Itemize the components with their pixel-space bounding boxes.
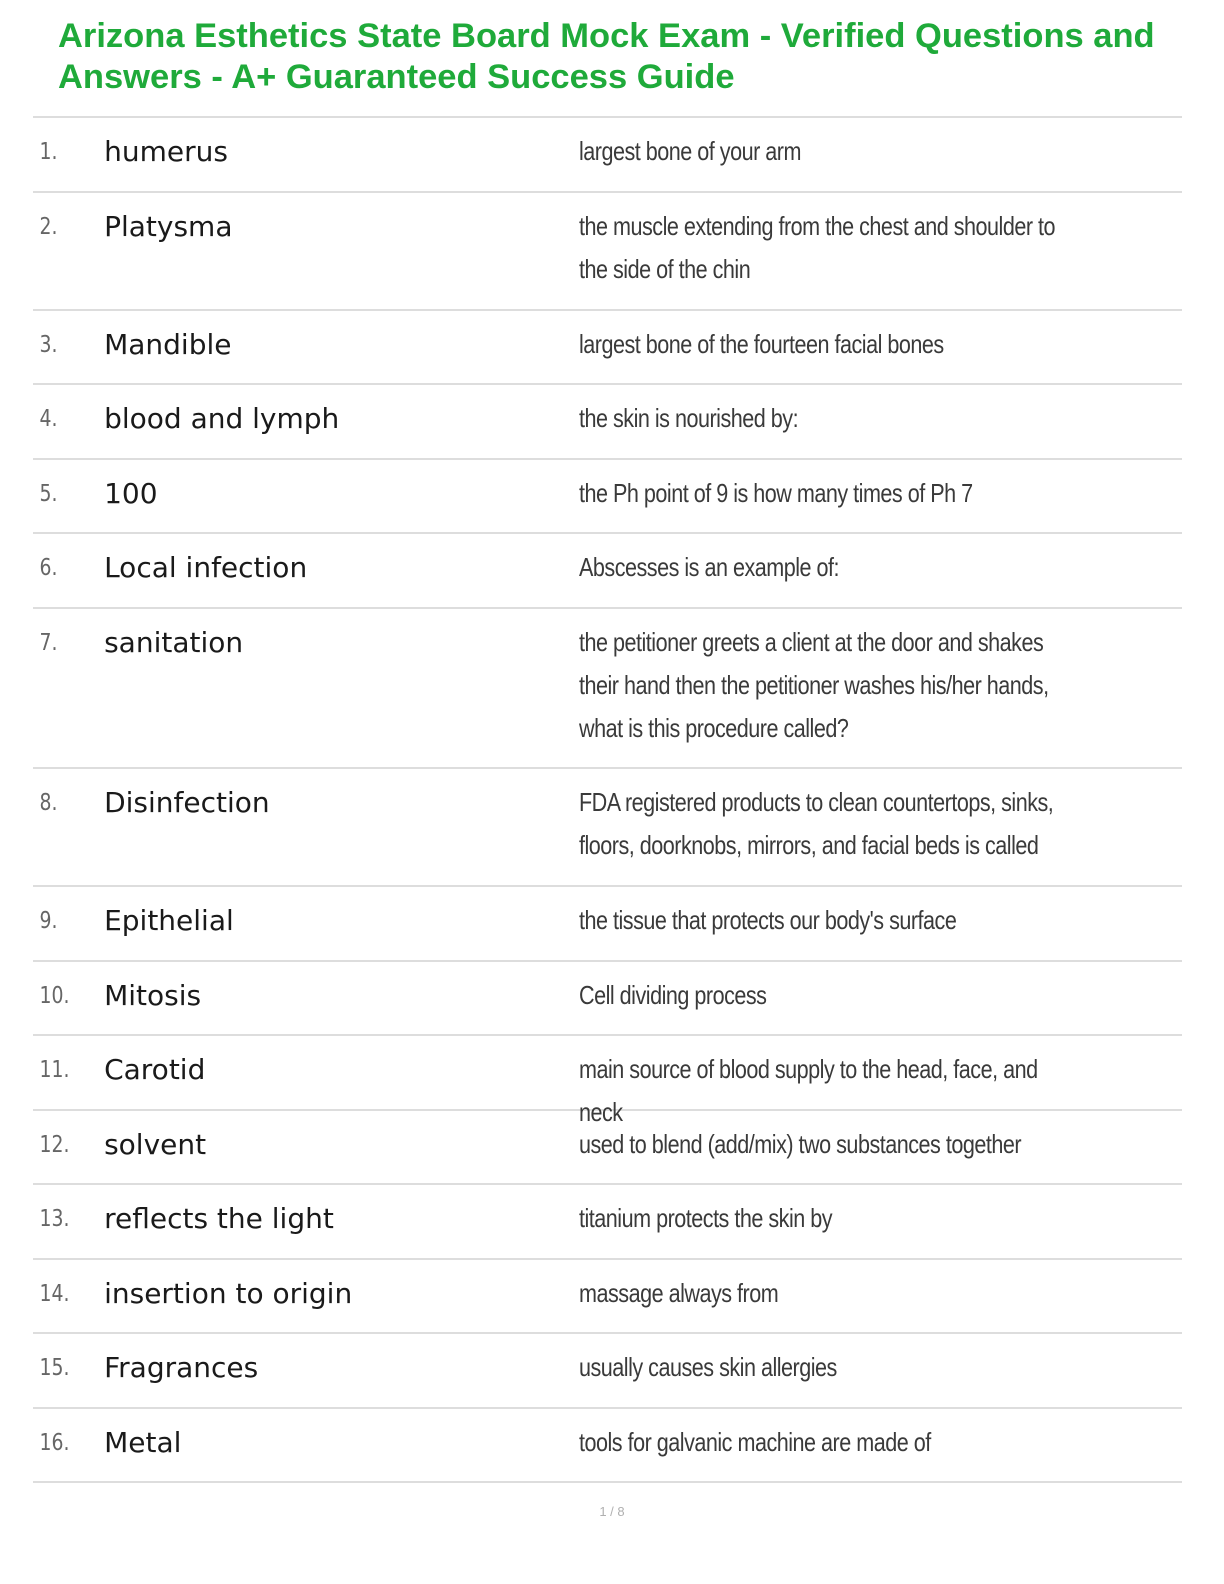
table-row [33, 118, 1182, 193]
item-definition: the petitioner greets a client at the door and shakes their hand then the petitioner washes his/her hands, what is this procedure called? [578, 627, 1049, 743]
item-term: Fragrances [104, 1351, 259, 1384]
item-number: 12. [39, 1132, 70, 1158]
item-definition: Cell dividing process [578, 980, 767, 1010]
item-definition: tools for galvanic machine are made of [578, 1427, 931, 1457]
item-term: blood and lymph [104, 402, 340, 435]
item-term: Metal [104, 1426, 182, 1459]
item-term: Carotid [104, 1053, 206, 1086]
table-row [33, 887, 1182, 962]
item-term: insertion to origin [104, 1277, 353, 1310]
item-definition: FDA registered products to clean countertops, sinks, floors, doorknobs, mirrors, and facial beds is called [578, 787, 1053, 860]
item-definition: main source of blood supply to the head, face, and neck [578, 1054, 1038, 1127]
item-number: 13. [39, 1206, 70, 1232]
item-number: 7. [39, 630, 58, 656]
item-definition: the tissue that protects our body's surface [578, 905, 956, 935]
table-row [33, 1036, 1182, 1127]
page-title: Arizona Esthetics State Board Mock Exam - Verified Questions and Answers - A+ Guaranteed Success Guide [58, 17, 1155, 96]
table-row [33, 1185, 1182, 1260]
table-row [33, 385, 1182, 460]
table-row [33, 193, 1182, 311]
item-term: humerus [104, 135, 228, 168]
item-number: 15. [39, 1355, 70, 1381]
item-term: sanitation [104, 626, 244, 659]
table-row [33, 1409, 1182, 1483]
item-term: 100 [104, 477, 158, 510]
item-definition: the Ph point of 9 is how many times of Ph 7 [578, 478, 973, 508]
item-term: Platysma [104, 210, 233, 243]
table-row [33, 1260, 1182, 1334]
item-definition: titanium protects the skin by [578, 1203, 832, 1233]
item-definition: used to blend (add/mix) two substances together [578, 1129, 1021, 1159]
item-number: 14. [39, 1281, 70, 1307]
item-number: 16. [39, 1430, 70, 1456]
item-term: Mandible [104, 328, 232, 361]
table-row [33, 311, 1182, 385]
item-number: 1. [39, 139, 58, 165]
item-term: Mitosis [104, 979, 202, 1012]
item-number: 8. [39, 790, 58, 816]
item-term: Local infection [104, 551, 308, 584]
table-row [33, 1334, 1182, 1409]
table-row [33, 460, 1182, 534]
item-number: 11. [39, 1057, 70, 1083]
table-row [33, 962, 1182, 1036]
item-number: 9. [39, 908, 58, 934]
item-definition: Abscesses is an example of: [578, 552, 839, 582]
item-term: solvent [104, 1128, 207, 1161]
item-definition: usually causes skin allergies [578, 1352, 837, 1382]
page-number: 1 / 8 [599, 1504, 625, 1519]
item-number: 2. [39, 214, 58, 240]
item-number: 3. [39, 332, 58, 358]
table-row [33, 534, 1182, 609]
item-number: 5. [39, 481, 58, 507]
table-row [33, 769, 1182, 887]
item-term: Epithelial [104, 904, 234, 937]
item-definition: the skin is nourished by: [578, 403, 798, 433]
item-number: 4. [39, 406, 58, 432]
table-row [33, 609, 1182, 769]
item-definition: largest bone of your arm [578, 136, 801, 166]
qa-table [33, 116, 1182, 1483]
item-term: reflects the light [104, 1202, 334, 1235]
item-number: 10. [39, 983, 70, 1009]
item-number: 6. [39, 555, 58, 581]
item-term: Disinfection [104, 786, 270, 819]
item-definition: massage always from [578, 1278, 778, 1308]
table-row [33, 1111, 1182, 1185]
item-definition: the muscle extending from the chest and shoulder to the side of the chin [578, 211, 1055, 284]
item-definition: largest bone of the fourteen facial bones [578, 329, 944, 359]
